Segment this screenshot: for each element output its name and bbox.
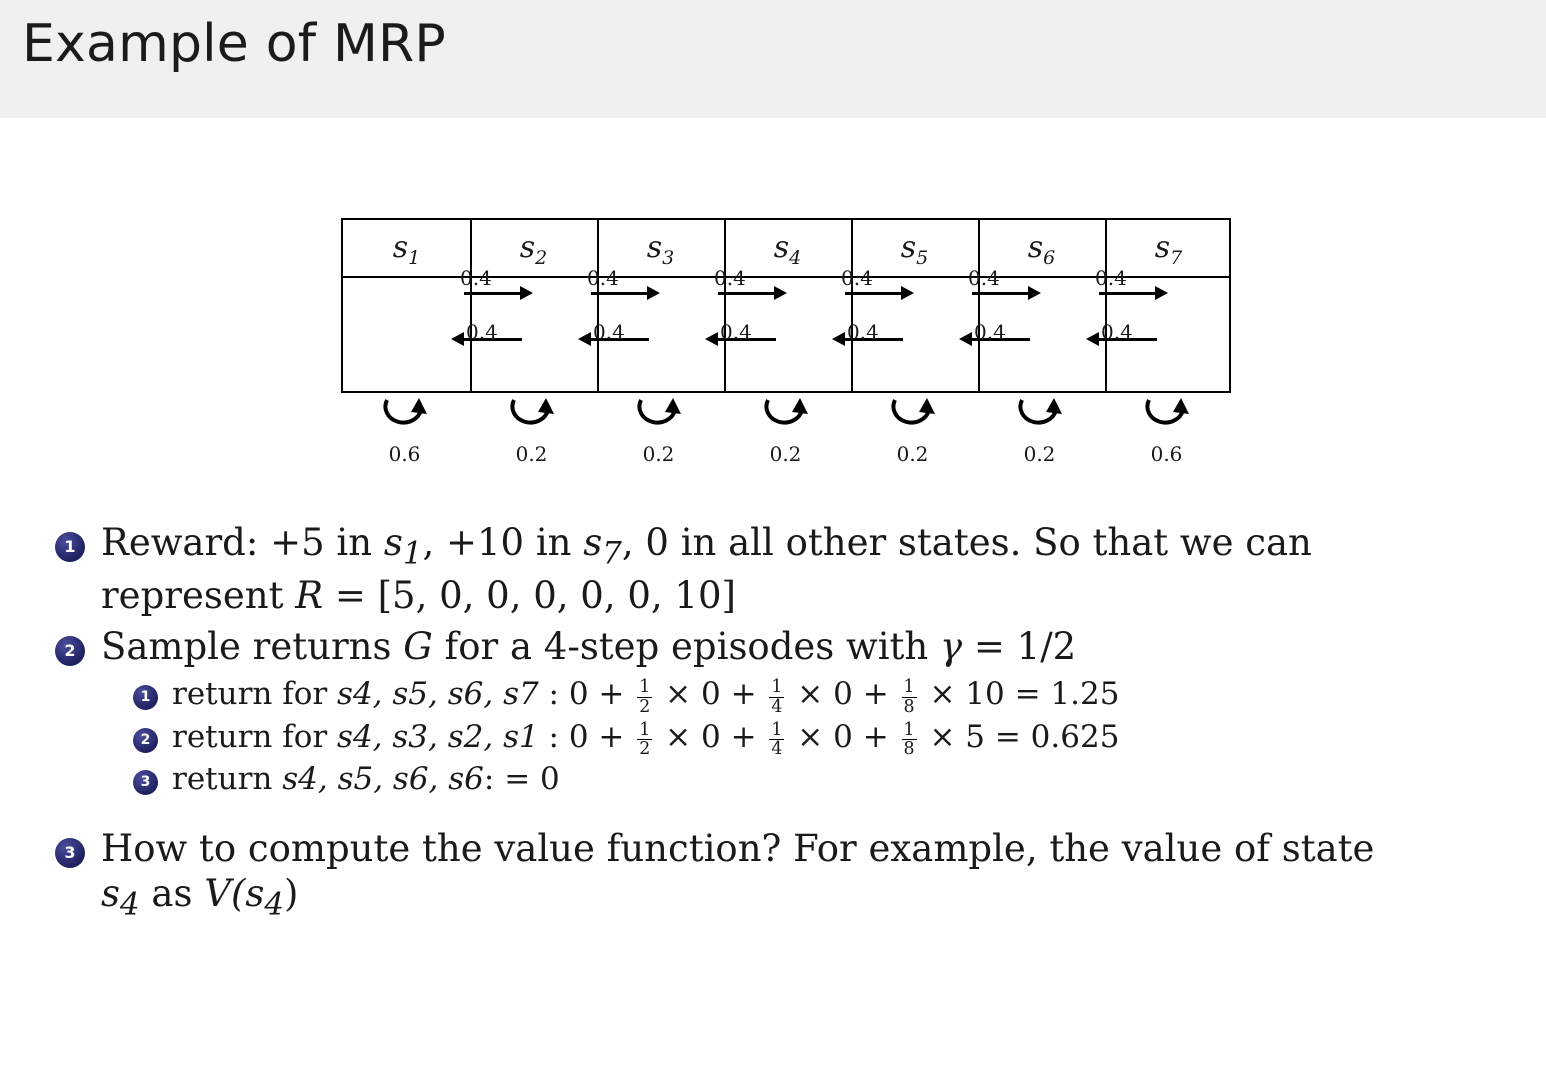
page-title: Example of MRP [22,14,446,74]
sample-returns-text: Sample returns G for a 4-step episodes with γ = 1/2 [101,625,1077,669]
transition-arrows-s4-s5: 0.4 0.4 [785,278,913,388]
bullet-2-3: 3 [133,770,158,795]
sublist-item-1 [133,675,1506,716]
self-loop-s5: 0.2 [849,394,976,484]
bullet-2-1: 1 [133,685,158,710]
list-item-sample-returns [55,624,1506,669]
return-calc-2: return for s4, s3, s2, s1 : 0 + $\frac{1}{2}$ × 0 + $\frac{1}{4}$ × 0 + $\frac{1}{8}$ × 5 = 0.625 [172,718,1120,760]
bullet-1: 1 [55,532,85,562]
self-loop-s1: 0.6 [341,394,468,484]
list-item-value-function [55,826,1506,924]
reward-text: Reward: +5 in $s_1$, +10 in $s_7$, 0 in all other states. So that we can represent R = [5, 0, 0, 0, 0, 0, 10] [101,521,1312,617]
self-loop-s7: 0.6 [1103,394,1230,484]
sublist-item-2 [133,718,1506,759]
state-label-s2: $s_2$ [519,230,548,269]
bullet-2: 2 [55,636,85,666]
state-label-s6: $s_6$ [1027,230,1056,269]
slide-header [0,0,1546,118]
return-calc-1: return for s4, s5, s6, s7 : 0 + $\frac{1}{2}$ × 0 + $\frac{1}{4}$ × 0 + $\frac{1}{8}$ × 10 = 1.25 [172,676,1120,717]
bullet-2-2: 2 [133,728,158,753]
transition-arrows-s6-s7: 0.4 0.4 [1039,278,1167,388]
self-loop-s2: 0.2 [468,394,595,484]
transition-arrows-s3-s4: 0.4 0.4 [658,278,786,388]
value-function-text: How to compute the value function? For example, the value of state $s_4$ as $V(s_4)$ [101,826,1375,923]
mrp-chain-diagram [0,218,1546,548]
sublist-item-3 [133,760,1506,800]
sample-returns-sublist [133,675,1506,800]
return-calc-3: return s4, s5, s6, s6: = 0 [172,761,560,798]
state-label-s1: $s_1$ [392,230,421,269]
transition-arrows-s5-s6: 0.4 0.4 [912,278,1040,388]
state-label-s7: $s_7$ [1154,230,1183,269]
self-loop-s6: 0.2 [976,394,1103,484]
self-loop-s4: 0.2 [722,394,849,484]
state-label-s5: $s_5$ [900,230,929,269]
self-loop-s3: 0.2 [595,394,722,484]
bullet-3: 3 [55,838,85,868]
transition-arrows-s2-s3: 0.4 0.4 [531,278,659,388]
state-label-s3: $s_3$ [646,230,675,269]
state-label-s4: $s_4$ [773,230,802,269]
slide-body [0,520,1546,930]
list-item-reward [55,520,1506,618]
transition-arrows-s1-s2: 0.4 0.4 [404,278,532,388]
